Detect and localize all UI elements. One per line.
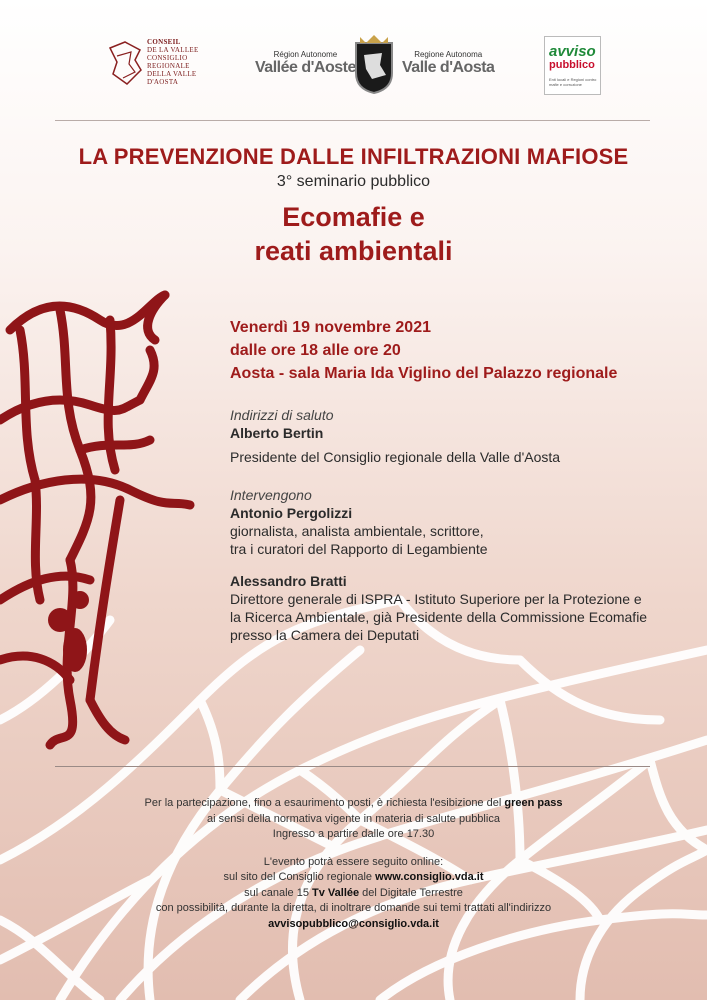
greetings-section [230,406,560,466]
conseil-line: CONSEIL [147,38,181,46]
avviso-line2: pubblico [549,59,595,71]
speaker-role: Direttore generale di ISPRA - Istituto Superiore per la Protezione e [230,591,642,607]
greetings-label: Indirizzi di saluto [230,407,334,423]
main-title [0,200,707,268]
speaker-role: giornalista, analista ambientale, scrittore, [230,523,484,539]
shield-icon [352,33,396,95]
conseil-line: D'AOSTA [147,78,179,86]
event-time: dalle ore 18 alle ore 20 [230,342,401,359]
footer-text: sul canale 15 [244,886,313,899]
greetings-name: Alberto Bertin [230,425,324,441]
event-place: Aosta - sala Maria Ida Viglino del Palazzo regionale [230,365,618,382]
tv-channel-text: Tv Vallée [312,886,360,899]
green-pass-text: green pass [504,797,563,809]
speaker-name: Antonio Pergolizzi [230,505,353,521]
avviso-tagline: Enti locali e Regioni contro mafie e corruzione [549,77,597,87]
footer-line [0,870,707,886]
seminar-subtitle: 3° seminario pubblico [276,173,431,190]
speaker-role: presso la Camera dei Deputati [230,627,420,643]
event-info [230,316,617,385]
event-date: Venerdì 19 novembre 2021 [230,319,431,336]
email-link[interactable]: avvisopubblico@consiglio.vda.it [268,917,439,930]
speakers-section [230,486,647,644]
speaker-name: Alessandro Bratti [230,573,347,589]
conseil-line: DE LA VALLEE [147,46,199,54]
avviso-line1: avviso [549,43,596,60]
region-fr-small: Région Autonome [273,50,338,59]
greetings-role: Presidente del Consiglio regionale della Valle d'Aosta [230,449,561,465]
main-title-line1: Ecomafie e [282,202,425,232]
conseil-text [147,38,199,86]
region-fr-big: Vallée d'Aoste [255,59,356,76]
footer-line: ai sensi della normativa vigente in materia di salute pubblica [207,812,500,825]
footer-notes [0,796,707,932]
footer-text: del Digitale Terrestre [359,886,463,899]
speaker-role: la Ricerca Ambientale, già Presidente della Commissione Ecomafie [230,609,648,625]
region-logo-it [402,50,494,77]
avviso-pubblico-logo [544,36,601,95]
speaker-role: tra i curatori del Rapporto di Legambiente [230,541,488,557]
footer-line: con possibilità, durante la diretta, di inoltrare domande sui temi trattati all'indirizzo [155,902,552,914]
website-link[interactable]: www.consiglio.vda.it [375,871,484,883]
main-title-line2: reati ambientali [254,236,453,266]
conseil-line: CONSIGLIO [147,54,188,62]
footer-line: L'evento potrà essere seguito online: [263,855,444,868]
conseil-line: DELLA VALLE [147,70,197,78]
region-it-small: Regione Autonoma [414,50,483,59]
conseil-line: REGIONALE [147,62,190,70]
header-divider [55,120,650,121]
footer-divider [55,766,650,767]
page-title: LA PREVENZIONE DALLE INFILTRAZIONI MAFIOSE [78,144,629,169]
footer-text: Per la partecipazione, fino a esaurimento posti, è richiesta l'esibizione del [144,797,505,809]
footer-line: Ingresso a partire dalle ore 17.30 [272,828,435,840]
logo-bar [0,30,707,100]
region-logo-fr [255,50,356,77]
footer-text: sul sito del Consiglio regionale [223,871,376,883]
lion-emblem-icon [105,38,145,88]
speakers-label: Intervengono [230,487,312,503]
footer-line [0,796,707,812]
region-it-big: Valle d'Aosta [402,59,495,76]
conseil-logo [105,38,225,98]
footer-line [0,886,707,902]
